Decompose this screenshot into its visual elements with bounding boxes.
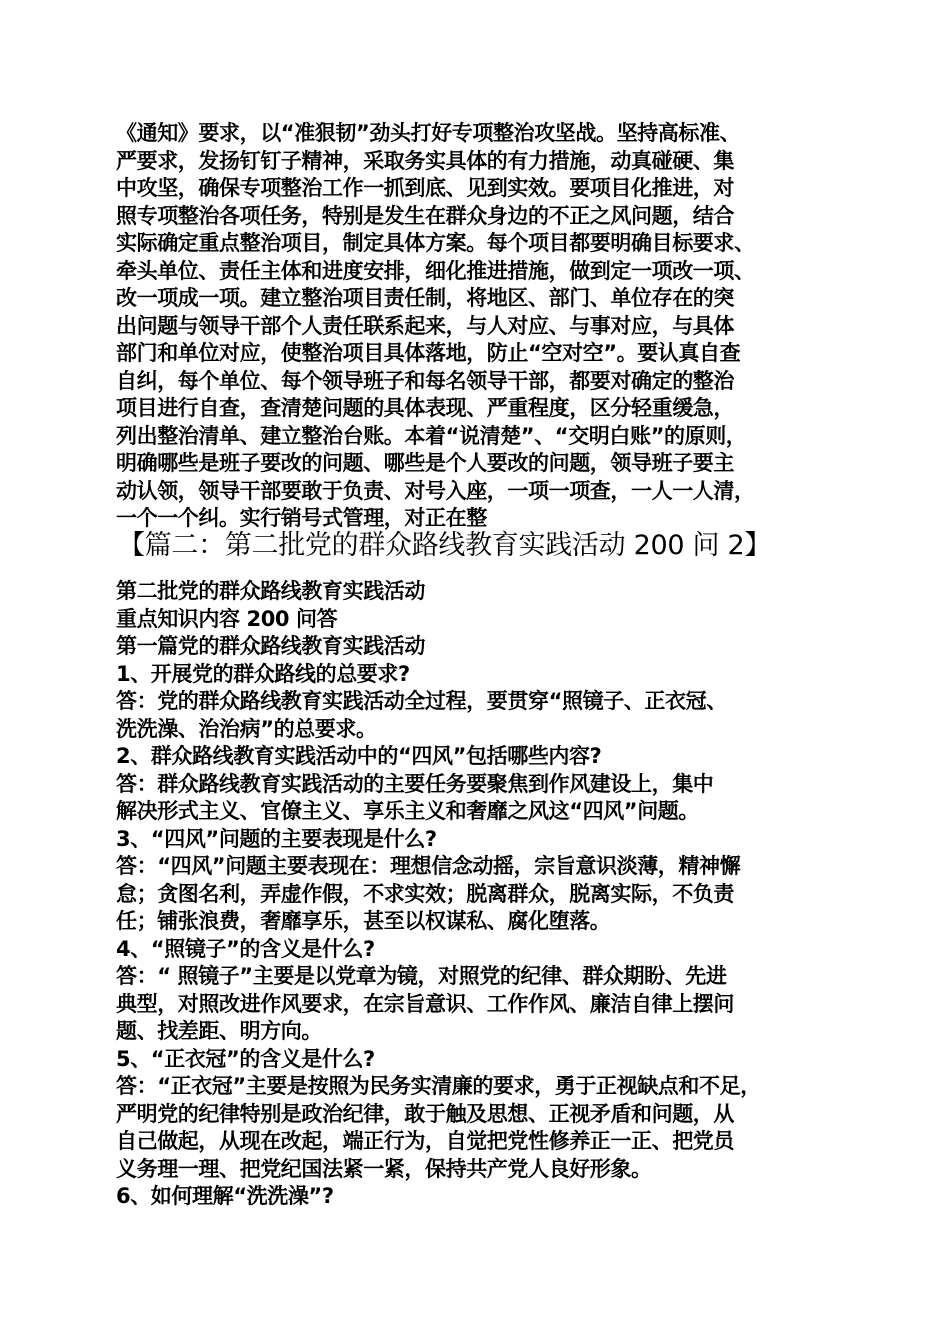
qa-line: 解决形式主义、官僚主义、享乐主义和奢靡之风这“四风”问题。 (116, 799, 700, 823)
paragraph-line: 部门和单位对应，使整治项目具体落地，防止“空对空”。要认真自查 (116, 341, 741, 365)
qa-section (116, 578, 846, 1211)
paragraph-line: 严要求，发扬钉钉子精神，采取务实具体的有力措施，动真碰硬、集 (116, 148, 734, 173)
qa-line: 严明党的纪律特别是政治纪律，敢于触及思想、正视矛盾和问题，从 (116, 1101, 734, 1126)
qa-line: 题、找差距、明方向。 (116, 1019, 322, 1043)
qa-line: 自己做起，从现在改起，端正行为，自觉把党性修养正一正、把党员 (116, 1129, 734, 1153)
qa-line: 答：“正衣冠”主要是按照为民务实清廉的要求，勇于正视缺点和不足， (116, 1074, 761, 1098)
qa-line: 义务理一理、把党纪国法紧一紧，保持共产党人良好形象。 (116, 1156, 652, 1181)
qa-line: 第二批党的群众路线教育实践活动 (116, 579, 425, 603)
qa-line: 答：“四风”问题主要表现在：理想信念动摇，宗旨意识淡薄，精神懈 (116, 854, 741, 878)
qa-line: 1、开展党的群众路线的总要求? (116, 661, 410, 686)
qa-line: 3、“四风”问题的主要表现是什么? (116, 826, 437, 851)
paragraph-line: 照专项整治各项任务，特别是发生在群众身边的不正之风问题，结合 (116, 203, 734, 228)
qa-line: 2、群众路线教育实践活动中的“四风”包括哪些内容? (116, 744, 602, 768)
paragraph-line: 一个一个纠。实行销号式管理，对正在整 (116, 506, 487, 530)
qa-line: 任；铺张浪费，奢靡享乐，甚至以权谋私、腐化堕落。 (116, 909, 611, 933)
qa-line: 答：群众路线教育实践活动的主要任务要聚焦到作风建设上，集中 (116, 771, 714, 796)
qa-line: 洗洗澡、治治病”的总要求。 (116, 716, 377, 741)
paragraph-line: 出问题与领导干部个人责任联系起来，与人对应、与事对应，与具体 (116, 313, 734, 338)
paragraph-line: 牵头单位、责任主体和进度安排，细化推进措施，做到定一项改一项、 (116, 258, 755, 283)
paragraph-line: 实际确定重点整治项目，制定具体方案。每个项目都要明确目标要求、 (116, 231, 755, 255)
qa-line: 5、“正衣冠”的含义是什么? (116, 1046, 375, 1071)
paragraph-line: 动认领，领导干部要敢于负责、对号入座，一项一项查，一人一人清， (116, 478, 755, 503)
qa-line: 第一篇党的群众路线教育实践活动 (116, 634, 425, 658)
qa-line: 重点知识内容 200 问答 (116, 606, 338, 631)
qa-line: 答：“ 照镜子”主要是以党章为镜，对照党的纪律、群众期盼、先进 (116, 964, 727, 988)
paragraph-line: 《通知》要求，以“准狠韧”劲头打好专项整治攻坚战。坚持高标准、 (116, 121, 741, 145)
qa-line: 典型，对照改进作风要求，在宗旨意识、工作作风、廉洁自律上摆问 (116, 991, 734, 1016)
paragraph-line: 明确哪些是班子要改的问题、哪些是个人要改的问题，领导班子要主 (116, 451, 734, 475)
qa-line: 4、“照镜子”的含义是什么? (116, 936, 375, 961)
qa-line: 怠；贪图名利，弄虚作假，不求实效；脱离群众，脱离实际，不负责 (116, 881, 734, 906)
qa-line: 6、如何理解“洗洗澡”? (116, 1184, 334, 1208)
paragraph-line: 列出整治清单、建立整治台账。本着“说清楚”、“交明白账”的原则， (116, 423, 747, 448)
qa-line: 答：党的群众路线教育实践活动全过程，要贯穿“照镜子、正衣冠、 (116, 689, 727, 713)
paragraph-line: 中攻坚，确保专项整治工作一抓到底、见到实效。要项目化推进，对 (116, 176, 734, 200)
paragraph-line: 自纠，每个单位、每个领导班子和每名领导干部，都要对确定的整治 (116, 368, 734, 393)
section-heading: 【篇二：第二批党的群众路线教育实践活动 200 问 2】 (118, 530, 772, 561)
paragraph-line: 改一项成一项。建立整治项目责任制，将地区、部门、单位存在的突 (116, 286, 734, 310)
body-paragraph (116, 120, 846, 533)
paragraph-line: 项目进行自查，查清楚问题的具体表现、严重程度，区分轻重缓急， (116, 396, 734, 420)
